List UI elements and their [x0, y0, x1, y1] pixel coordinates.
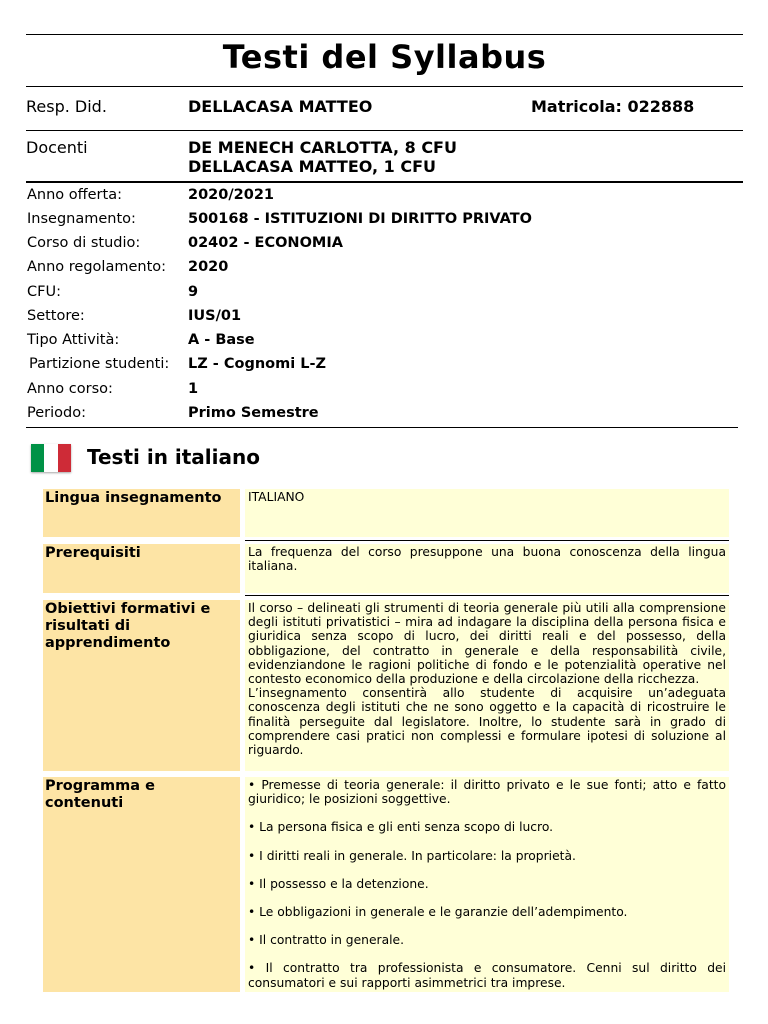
meta-label: Insegnamento: — [27, 211, 136, 227]
meta-label: Anno offerta: — [27, 187, 122, 203]
programma-label — [43, 777, 240, 992]
meta-label: Periodo: — [27, 405, 86, 421]
meta-label: Anno regolamento: — [27, 259, 167, 275]
meta-value: 500168 - ISTITUZIONI DI DIRITTO PRIVATO — [188, 211, 532, 227]
docente-1: DE MENECH CARLOTTA, 8 CFU — [188, 138, 457, 157]
matricola: Matricola: 022888 — [531, 97, 695, 116]
programma-bullet: • La persona fisica e gli enti senza scopo di lucro. — [248, 820, 554, 835]
prerequisiti-value — [245, 544, 729, 593]
meta-value: 2020/2021 — [188, 187, 275, 203]
meta-label: Tipo Attività: — [27, 332, 120, 348]
meta-label: Partizione studenti: — [29, 356, 170, 372]
meta-label: Anno corso: — [27, 381, 113, 397]
obiettivi-value — [245, 600, 729, 771]
resp-rule — [26, 130, 743, 131]
meta-label: Settore: — [27, 308, 85, 324]
prerequisiti-label-text: Prerequisiti — [45, 545, 141, 561]
meta-value: 1 — [188, 381, 199, 397]
row-divider — [245, 595, 729, 596]
title-rule — [26, 86, 743, 87]
lingua-label-text: Lingua insegnamento — [45, 490, 222, 506]
lingua-label — [43, 489, 240, 537]
meta-value: A - Base — [188, 332, 255, 348]
meta-label: CFU: — [27, 284, 61, 300]
prerequisiti-label — [43, 544, 240, 593]
meta-value: 9 — [188, 284, 199, 300]
obiettivi-paragraph-2: L’insegnamento consentirà allo studente di acquisire un’adeguata conoscenza degli istituti che ne sono oggetto e la capacità di ricostruire le finalità perseguite dal legislatore. Inoltre, lo studente sarà in grado di comprendere casi pratici non complessi e formulare ipotesi di soluzione al riguardo. — [248, 686, 726, 758]
programma-bullet: • Il contratto in generale. — [248, 933, 405, 948]
programma-value — [245, 777, 729, 992]
meta-value: Primo Semestre — [188, 405, 319, 421]
programma-bullet: • Le obbligazioni in generale e le garanzie dell’adempimento. — [248, 905, 628, 920]
top-rule — [26, 34, 743, 35]
meta-label: Corso di studio: — [27, 235, 141, 251]
docente-2: DELLACASA MATTEO, 1 CFU — [188, 157, 437, 176]
obiettivi-paragraph-1: Il corso – delineati gli strumenti di teoria generale più utili alla comprensione degli istituti privatistici – mira ad indagare la disciplina della persona fisica e giuridica senza scopo di lucro, dei diritti reali e del possesso, della obbligazione, del contratto in generale e della responsabilità civile, evidenziandone le ragioni politiche di fondo e le potenzialità operative nel contesto economico della produzione e della circolazione della ricchezza. — [248, 601, 726, 687]
programma-bullet: • Il contratto tra professionista e consumatore. Cenni sul diritto dei consumatori e sui rapporti asimmetrici tra imprese. — [248, 961, 726, 990]
obiettivi-label — [43, 600, 240, 771]
section-title: Testi in italiano — [87, 445, 260, 469]
obiettivi-label-text: Obiettivi formativi e risultati di apprendimento — [45, 601, 211, 651]
lingua-text: ITALIANO — [248, 490, 305, 504]
page-title: Testi del Syllabus — [222, 38, 547, 76]
italian-flag-icon — [31, 444, 71, 472]
prerequisiti-text: La frequenza del corso presuppone una buona conoscenza della lingua italiana. — [248, 545, 726, 574]
programma-bullet: • I diritti reali in generale. In particolare: la proprietà. — [248, 848, 576, 863]
programma-label-text: Programma e contenuti — [45, 778, 155, 811]
programma-bullet: • Il possesso e la detenzione. — [248, 876, 429, 891]
resp-label: Resp. Did. — [26, 97, 107, 116]
flag-green-stripe — [31, 444, 44, 472]
flag-white-stripe — [44, 444, 57, 472]
resp-value: DELLACASA MATTEO — [188, 97, 373, 116]
docenti-rule — [26, 181, 743, 183]
meta-value: IUS/01 — [188, 308, 242, 324]
programma-bullet: • Premesse di teoria generale: il diritto privato e le sue fonti; atto e fatto giuridico; le posizioni soggettive. — [248, 778, 726, 807]
meta-rule — [26, 427, 738, 428]
docenti-label: Docenti — [26, 138, 88, 157]
meta-value: 2020 — [188, 259, 229, 275]
row-divider — [245, 540, 729, 541]
meta-value: 02402 - ECONOMIA — [188, 235, 343, 251]
lingua-value — [245, 489, 729, 537]
meta-value: LZ - Cognomi L-Z — [188, 356, 327, 372]
flag-red-stripe — [58, 444, 71, 472]
